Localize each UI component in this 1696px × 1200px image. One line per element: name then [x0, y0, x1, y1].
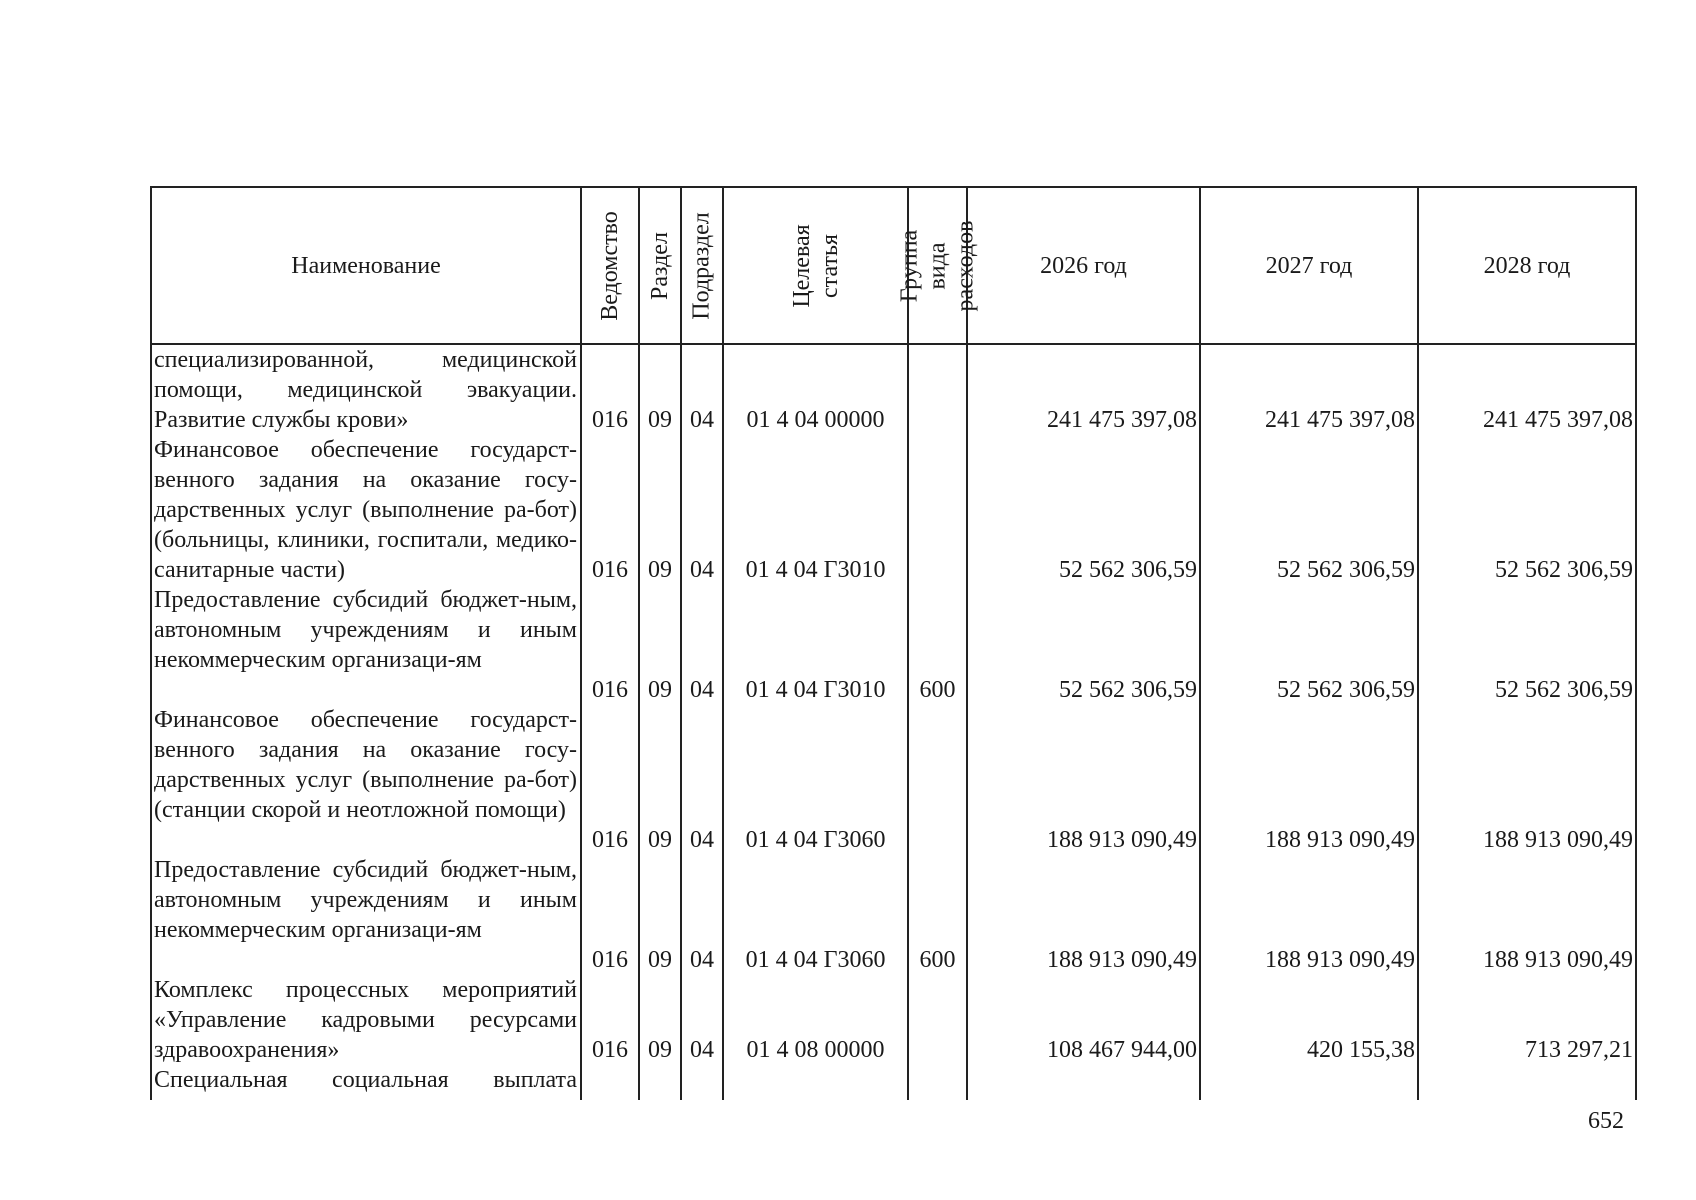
- row-4-name: Предоставление субсидий бюджет-ным, автономным учреждениям и иным некоммерческим организаци-ям: [154, 857, 577, 943]
- row-5-2026: 108 467 944,00: [1047, 1037, 1197, 1063]
- row-5-2027: 420 155,38: [1307, 1037, 1415, 1063]
- row-2-name: Предоставление субсидий бюджет-ным, автономным учреждениям и иным некоммерческим организаци-ям: [154, 587, 577, 673]
- row-3-2026: 188 913 090,49: [1047, 827, 1197, 853]
- row-3-2028: 188 913 090,49: [1483, 827, 1633, 853]
- row-3-vedomstvo: 016: [592, 827, 628, 853]
- row-2-statya: 01 4 04 Г3010: [745, 677, 886, 703]
- row-4-razdel: 09: [648, 947, 672, 973]
- row-2-gruppa: 600: [919, 677, 956, 703]
- row-4-vedomstvo: 016: [592, 947, 628, 973]
- row-6-name: Специальная социальная выплата: [154, 1067, 577, 1093]
- col-border-right: [1635, 186, 1637, 1100]
- row-1-2028: 52 562 306,59: [1495, 557, 1633, 583]
- row-0-2026: 241 475 397,08: [1047, 407, 1197, 433]
- row-5-vedomstvo: 016: [592, 1037, 628, 1063]
- row-0-statya: 01 4 04 00000: [746, 407, 885, 433]
- row-0-podrazdel: 04: [690, 407, 714, 433]
- row-4-2027: 188 913 090,49: [1265, 947, 1415, 973]
- header-razdel: Раздел: [647, 231, 674, 300]
- header-2028: 2028 год: [1483, 252, 1571, 279]
- row-1-2027: 52 562 306,59: [1277, 557, 1415, 583]
- row-0-name: специализированной, медицинской помощи, медицинской эвакуации. Развитие службы крови»: [154, 347, 577, 433]
- row-5-2028: 713 297,21: [1525, 1037, 1633, 1063]
- row-0-2027: 241 475 397,08: [1265, 407, 1415, 433]
- row-5-podrazdel: 04: [690, 1037, 714, 1063]
- row-0-2028: 241 475 397,08: [1483, 407, 1633, 433]
- page-number: 652: [1588, 1108, 1624, 1134]
- row-2-podrazdel: 04: [690, 677, 714, 703]
- row-5-statya: 01 4 08 00000: [746, 1037, 885, 1063]
- row-5-name: Комплекс процессных мероприятий «Управление кадровыми ресурсами здравоохранения»: [154, 977, 577, 1063]
- row-4-2026: 188 913 090,49: [1047, 947, 1197, 973]
- row-3-statya: 01 4 04 Г3060: [745, 827, 886, 853]
- row-1-vedomstvo: 016: [592, 557, 628, 583]
- row-1-podrazdel: 04: [690, 557, 714, 583]
- row-5-razdel: 09: [648, 1037, 672, 1063]
- row-1-name: Финансовое обеспечение государст-венного задания на оказание госу-дарственных услуг (выполнение ра-бот) (больницы, клиники, госпитали, медико-санитарные части): [154, 437, 577, 583]
- row-3-podrazdel: 04: [690, 827, 714, 853]
- header-podrazdel: Подраздел: [689, 211, 716, 320]
- header-2027: 2027 год: [1265, 252, 1353, 279]
- row-3-2027: 188 913 090,49: [1265, 827, 1415, 853]
- row-1-statya: 01 4 04 Г3010: [745, 557, 886, 583]
- row-4-gruppa: 600: [919, 947, 956, 973]
- row-3-name: Финансовое обеспечение государст-венного задания на оказание госу-дарственных услуг (выполнение ра-бот) (станции скорой и неотложной помощи): [154, 707, 577, 823]
- row-2-vedomstvo: 016: [592, 677, 628, 703]
- row-1-razdel: 09: [648, 557, 672, 583]
- row-2-2027: 52 562 306,59: [1277, 677, 1415, 703]
- header-vedomstvo: Ведомство: [597, 210, 623, 321]
- header-name: Наименование: [291, 252, 441, 279]
- row-4-2028: 188 913 090,49: [1483, 947, 1633, 973]
- row-0-vedomstvo: 016: [592, 407, 628, 433]
- row-2-razdel: 09: [648, 677, 672, 703]
- row-4-podrazdel: 04: [690, 947, 714, 973]
- row-2-2026: 52 562 306,59: [1059, 677, 1197, 703]
- row-2-2028: 52 562 306,59: [1495, 677, 1633, 703]
- header-gruppa-vida-rashodov: Группа вида расходов: [896, 220, 979, 311]
- row-4-statya: 01 4 04 Г3060: [745, 947, 886, 973]
- header-tselevaya-statya: Целевая статья: [788, 223, 843, 308]
- row-0-razdel: 09: [648, 407, 672, 433]
- header-2026: 2026 год: [1040, 252, 1127, 279]
- row-1-2026: 52 562 306,59: [1059, 557, 1197, 583]
- row-3-razdel: 09: [648, 827, 672, 853]
